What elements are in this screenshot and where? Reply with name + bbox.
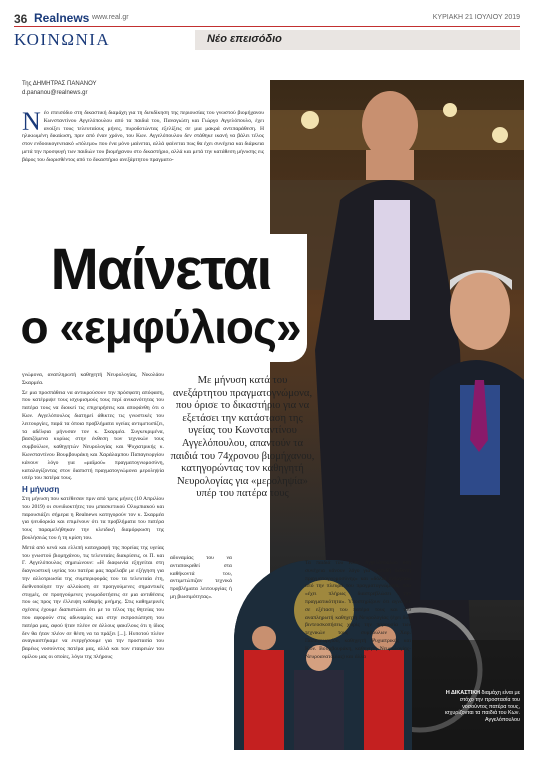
caption-lead: Η ΔΙΚΑΣΤΙΚΗ — [445, 690, 481, 696]
section-title: ΚΟΙΝΩΝΙΑ — [14, 30, 111, 49]
body-column-2-bottom — [170, 555, 232, 750]
photo-caption — [440, 690, 520, 724]
headline-line1: Μαίνεται — [50, 237, 271, 302]
body-paragraph: Στη μήνυση που κατέθεσαν πριν από τρεις μήνες (10 Απριλίου του 2019) οι συνιδιοκτήτες του μπασκετικού Ολυμπιακού και παρουσιάζει σήμερα η Realnews κατηγορούν τον κ. Σκαρμέα για ψευδορκία και επιμένουν ότι τα προβλήματα του πατέρα τους παραμελήθηκαν την κλειδική διαμόρφωση της βουλήσεώς του ή τη κρίση του. — [22, 495, 164, 541]
byline-author: Της ΔΗΜΗΤΡΑΣ ΠΑΝΑΝΟΥ — [22, 81, 97, 87]
brand-logo: Realnews — [34, 11, 90, 25]
body-paragraph: αδυναμίας του να ανταποκριθεί στα καθήκοντά του, αντιμετώπιζαν τεχνικά προβλήματα λειτουργίας ή μη βιωσιμότητας». — [170, 555, 232, 600]
body-paragraph: Σε μια προσπάθεια να αντικρούσουν την πρόσφατη απόφαση, που κατέρριψε τους ισχυρισμούς τους περί ανικανότητας του πατέρα τους να διοικεί τις επιχειρήσεις και αποφάνθη ότι ο Κων. Αγγελόπουλος διατηρεί άθικτες τις γνωστικές του λειτουργίες, παρά τα όποια προβλήματα υγείας αντιμετωπίζει, τα αδέλφια μήνυσαν τον κ. Σκαρμέα. Συγκεκριμένα, βασιζόμενα κυρίως στην έκθεση των τεχνικών τους συμβούλων, καθηγητών Νευρολογίας και Ψυχιατρικής κ. Κωνσταντίνου Βουμβουράκη και Χαράλαμπου Παπαγεωργίου κάνουν λόγο για «μαϊμού» πραγματογνωμοσύνη, καταλογίζοντας στον διαπιστή πραγματογνώμονα μεροληψία υπέρ του πατέρα τους. — [22, 389, 164, 482]
body-paragraph: Τα παιδιά του Κων. Αγγελόπουλου στη συνέχεια κάνουν λόγο για «ψευδή έκθεση πραγματογνωμοσύνης» και «δόλια ενέργεια» από την πλευρά του πραγματογνώμονα, που «έχει πλήρως διαστρεβλώσει την πραγματικότητα». Υποστηρίζουν ότι αγνόησε σε εξέταση του πατέρα τους και του αναπληρωτή καθηγητή Νευρολογίας (έχει δύο βιντεοσκοπήσεις χωρίς την παρουσία των τεχνικών τους συμβούλων Χαρ. Παπαγεωργίου, καθηγητή Ψυχιατρικής και Κων. Βουμβουράκη, καθηγητή Νευρολογίας-Νευροανατομίας) και άλλα — [305, 560, 411, 660]
intro-column — [22, 110, 264, 232]
drop-cap: Ν — [22, 110, 41, 136]
issue-date: ΚΥΡΙΑΚΗ 21 ΙΟΥΛΙΟΥ 2019 — [432, 14, 520, 21]
deck-text: Με μήνυση κατά του ανεξάρτητου πραγματογνώμονα, που όρισε το δικαστήριο για να εξετάσει την κατάσταση της υγείας του Κωνσταντίνου Αγγελόπουλου, απαντούν τα παιδιά του 74χρονου βιομήχανου, κατηγορώντας τον καθηγητή Νευρολογίας για «μεροληψία» υπέρ του πατέρα τους — [170, 375, 315, 500]
subheading: Η μήνυση — [22, 485, 60, 495]
page-number: 36 — [14, 12, 28, 26]
caption-text: διαμάχη είναι με στόχο την προστασία του νοσούντος πατέρα τους, ισχυρίζονται τα παιδιά του Κων. Αγγελόπουλου — [444, 690, 520, 724]
body-paragraph: γνώμονα, αναπληρωτή καθηγητή Νευρολογίας, Νικολάου Σκαρμέα. — [22, 372, 164, 386]
body-column-3-text — [305, 560, 411, 750]
body-column-1 — [22, 372, 164, 750]
header-rule — [14, 26, 520, 27]
subsection-title: Νέο επεισόδιο — [207, 33, 282, 45]
body-paragraph: Μετά από κενά και ελλιπή καταγραφή της πορείας της υγείας του γνωστού βιομηχάνου, τις τελευταίες διακρίσεις, οι Π. και Γ. Αγγελόπουλος σημειώνουν: «Η διαφωνία εξηγείται στη διαγνωστική υγείας του πατέρα μας παρέλαβε με εξήγηση για την αλλοτριωσία της συμπεριφοράς του τα τελευταία έτη, διεθνοποίησε την αλλοίωση σε προηγούμενες σημαντικές στιγμές, σε προηγούμενες γνωμοδοτήσεις σε μια αντιθέσεις που ως προς την έλλειψη καθαρής μνήμης. Στις καθημερινές σχέσεις έχουμε διαπιστώσει ότι με το τέλος της θητείας του που αφορούν στις αδυναμίες και στην εκπροσώπηση του πατέρα μας, αφού ήταν πλέον σε άλλους φακέλους ότι η ίδιος δεν θα ήταν πλέον σε θέση να τα πράξει [...]. Ηυποτού πλέον αναγκαστήκαμε να ενεργήσουμε για την προστασία του βαρέως νοσούντος πατέρα μας, αλλά και των εταιρειών του ομίλου μας οι οποίες, λόγω της πλήρους — [22, 544, 164, 660]
intro-text: έο επεισόδιο στη δικαστική διαμάχη για τη διεκδίκηση της περιουσίας του γνωστού βιομήχανου Κωνσταντίνου Αγγελόπουλου από τα παιδιά του, Παναγιώτη και Γιώργο Αγγελόπουλο, έχει ανοίξει τους τελευταίους μήνες, πυροδοτώντας εξελίξεις σε μια μακρά αντιπαράθεση. Η ηλικιωμένη δικαίωση, πριν από έναν χρόνο, του Κων. Αγγελόπουλου δεν στάθηκε ικανή να βάλει τέλος στον ενδοοικογενειακό «πόλεμο» που ένα μόνο μαίνεται, αλλά φαίνεται πως θα έχει συνέχεια και διάρκεια μετά την προσφυγή των παιδιών του βιομήχανου στο δικαστήριο, αλλά και μετά την κατάθεση μήνυσης εις βάρος του διορισθέντος από το δικαστήριο ανεξάρτητου πραγματο- — [22, 110, 264, 163]
site-url: www.real.gr — [92, 14, 129, 21]
subsection-bar — [195, 30, 520, 50]
byline-email: d.pananou@realnews.gr — [22, 90, 88, 96]
headline-line2: ο «εμφύλιος» — [20, 301, 301, 353]
